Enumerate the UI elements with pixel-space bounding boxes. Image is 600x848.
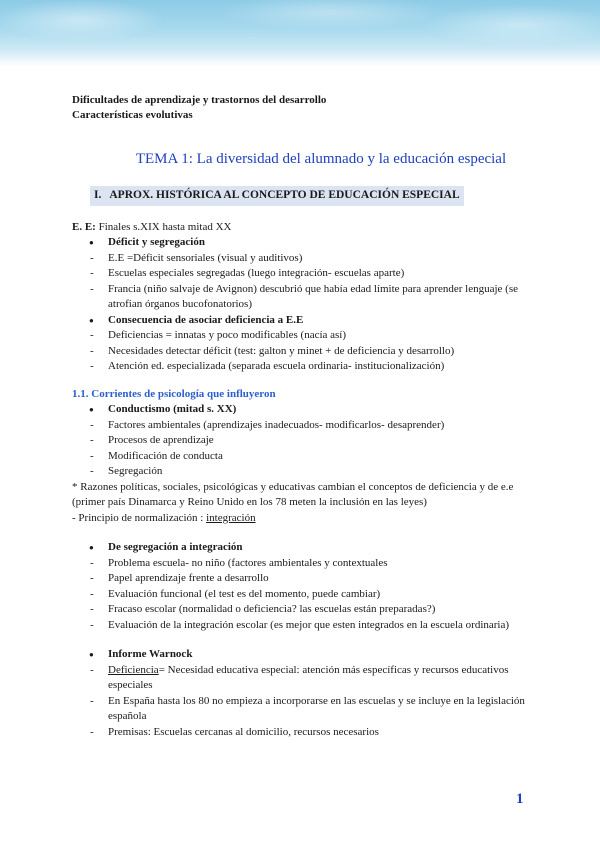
list-item: - Francia (niño salvaje de Avignon) descubrió que había edad límite para aprender lenguaje (se atrofian órganos bucofonatorios) <box>72 282 542 313</box>
conductismo-heading: ● Conductismo (mitad s. XX) <box>72 402 542 418</box>
segregacion-heading: ● De segregación a integración <box>72 540 542 556</box>
section-title-text: APROX. HISTÓRICA AL CONCEPTO DE EDUCACIÓN ESPECIAL <box>109 189 460 201</box>
course-title: Dificultades de aprendizaje y trastornos del desarrollo <box>72 94 327 106</box>
deficit-heading: ● Déficit y segregación <box>72 235 542 251</box>
corrientes-title: 1.1. Corrientes de psicología que influyeron <box>72 387 276 400</box>
deficiencia-term: Deficiencia <box>108 663 159 676</box>
conductismo-list <box>72 402 542 480</box>
razones-note: * Razones políticas, sociales, psicológicas y educativas cambian el conceptos de deficiencia y de e.e (primer país Dinamarca y Reino Unido en los 78 meten la inclusión en las leyes) <box>72 480 514 508</box>
list-item: - Necesidades detectar déficit (test: galton y minet + de deficiencia y desarrollo) <box>72 344 542 360</box>
deficit-list <box>72 235 542 375</box>
list-item: - Procesos de aprendizaje <box>72 433 542 449</box>
integracion-link: integración <box>206 511 256 524</box>
document-body <box>72 93 542 740</box>
warnock-list <box>72 647 542 740</box>
tema-title: TEMA 1: La diversidad del alumnado y la educación especial <box>135 151 507 167</box>
list-item: - Escuelas especiales segregadas (luego integración- escuelas aparte) <box>72 266 542 282</box>
normalizacion-prefix: - Principio de normalización : <box>72 511 207 524</box>
list-item: - Factores ambientales (aprendizajes inadecuados- modificarlos- desaprender) <box>72 418 542 434</box>
warnock-heading: ● Informe Warnock <box>72 647 542 663</box>
ee-text: Finales s.XIX hasta mitad XX <box>95 220 232 233</box>
list-item: - Deficiencias = innatas y poco modificables (nacía así) <box>72 328 542 344</box>
consecuencia-heading: ● Consecuencia de asociar deficiencia a E.E <box>72 313 542 329</box>
list-item <box>72 663 542 694</box>
normalizacion-line <box>72 511 542 527</box>
page-number: 1 <box>516 791 524 807</box>
list-item: - Atención ed. especializada (separada escuela ordinaria- institucionalización) <box>72 359 542 375</box>
list-item: - Premisas: Escuelas cercanas al domicilio, recursos necesarios <box>72 725 542 741</box>
section-number: I. <box>94 189 102 201</box>
list-item: - E.E =Déficit sensoriales (visual y auditivos) <box>72 251 542 267</box>
course-subtitle: Características evolutivas <box>72 109 193 121</box>
list-item: - Segregación <box>72 464 542 480</box>
list-item: - Papel aprendizaje frente a desarrollo <box>72 571 542 587</box>
list-item: - Fracaso escolar (normalidad o deficiencia? las escuelas están preparadas?) <box>72 602 542 618</box>
ee-label: E. E: <box>72 220 96 233</box>
list-item: - En España hasta los 80 no empieza a incorporarse en las escuelas y se incluye en la legislación española <box>72 694 542 725</box>
segregacion-list <box>72 540 542 633</box>
list-item: - Modificación de conducta <box>72 449 542 465</box>
list-item: - Evaluación de la integración escolar (es mejor que esten integrados en la escuela ordinaria) <box>72 618 542 634</box>
deficiencia-definition: = Necesidad educativa especial: atención más específicas y recursos educativos especiales <box>108 663 509 691</box>
list-item: - Problema escuela- no niño (factores ambientales y contextuales <box>72 556 542 572</box>
watercolor-banner <box>0 0 600 66</box>
ee-line <box>72 220 542 236</box>
section-heading <box>90 186 464 206</box>
list-item: - Evaluación funcional (el test es del momento, puede cambiar) <box>72 587 542 603</box>
